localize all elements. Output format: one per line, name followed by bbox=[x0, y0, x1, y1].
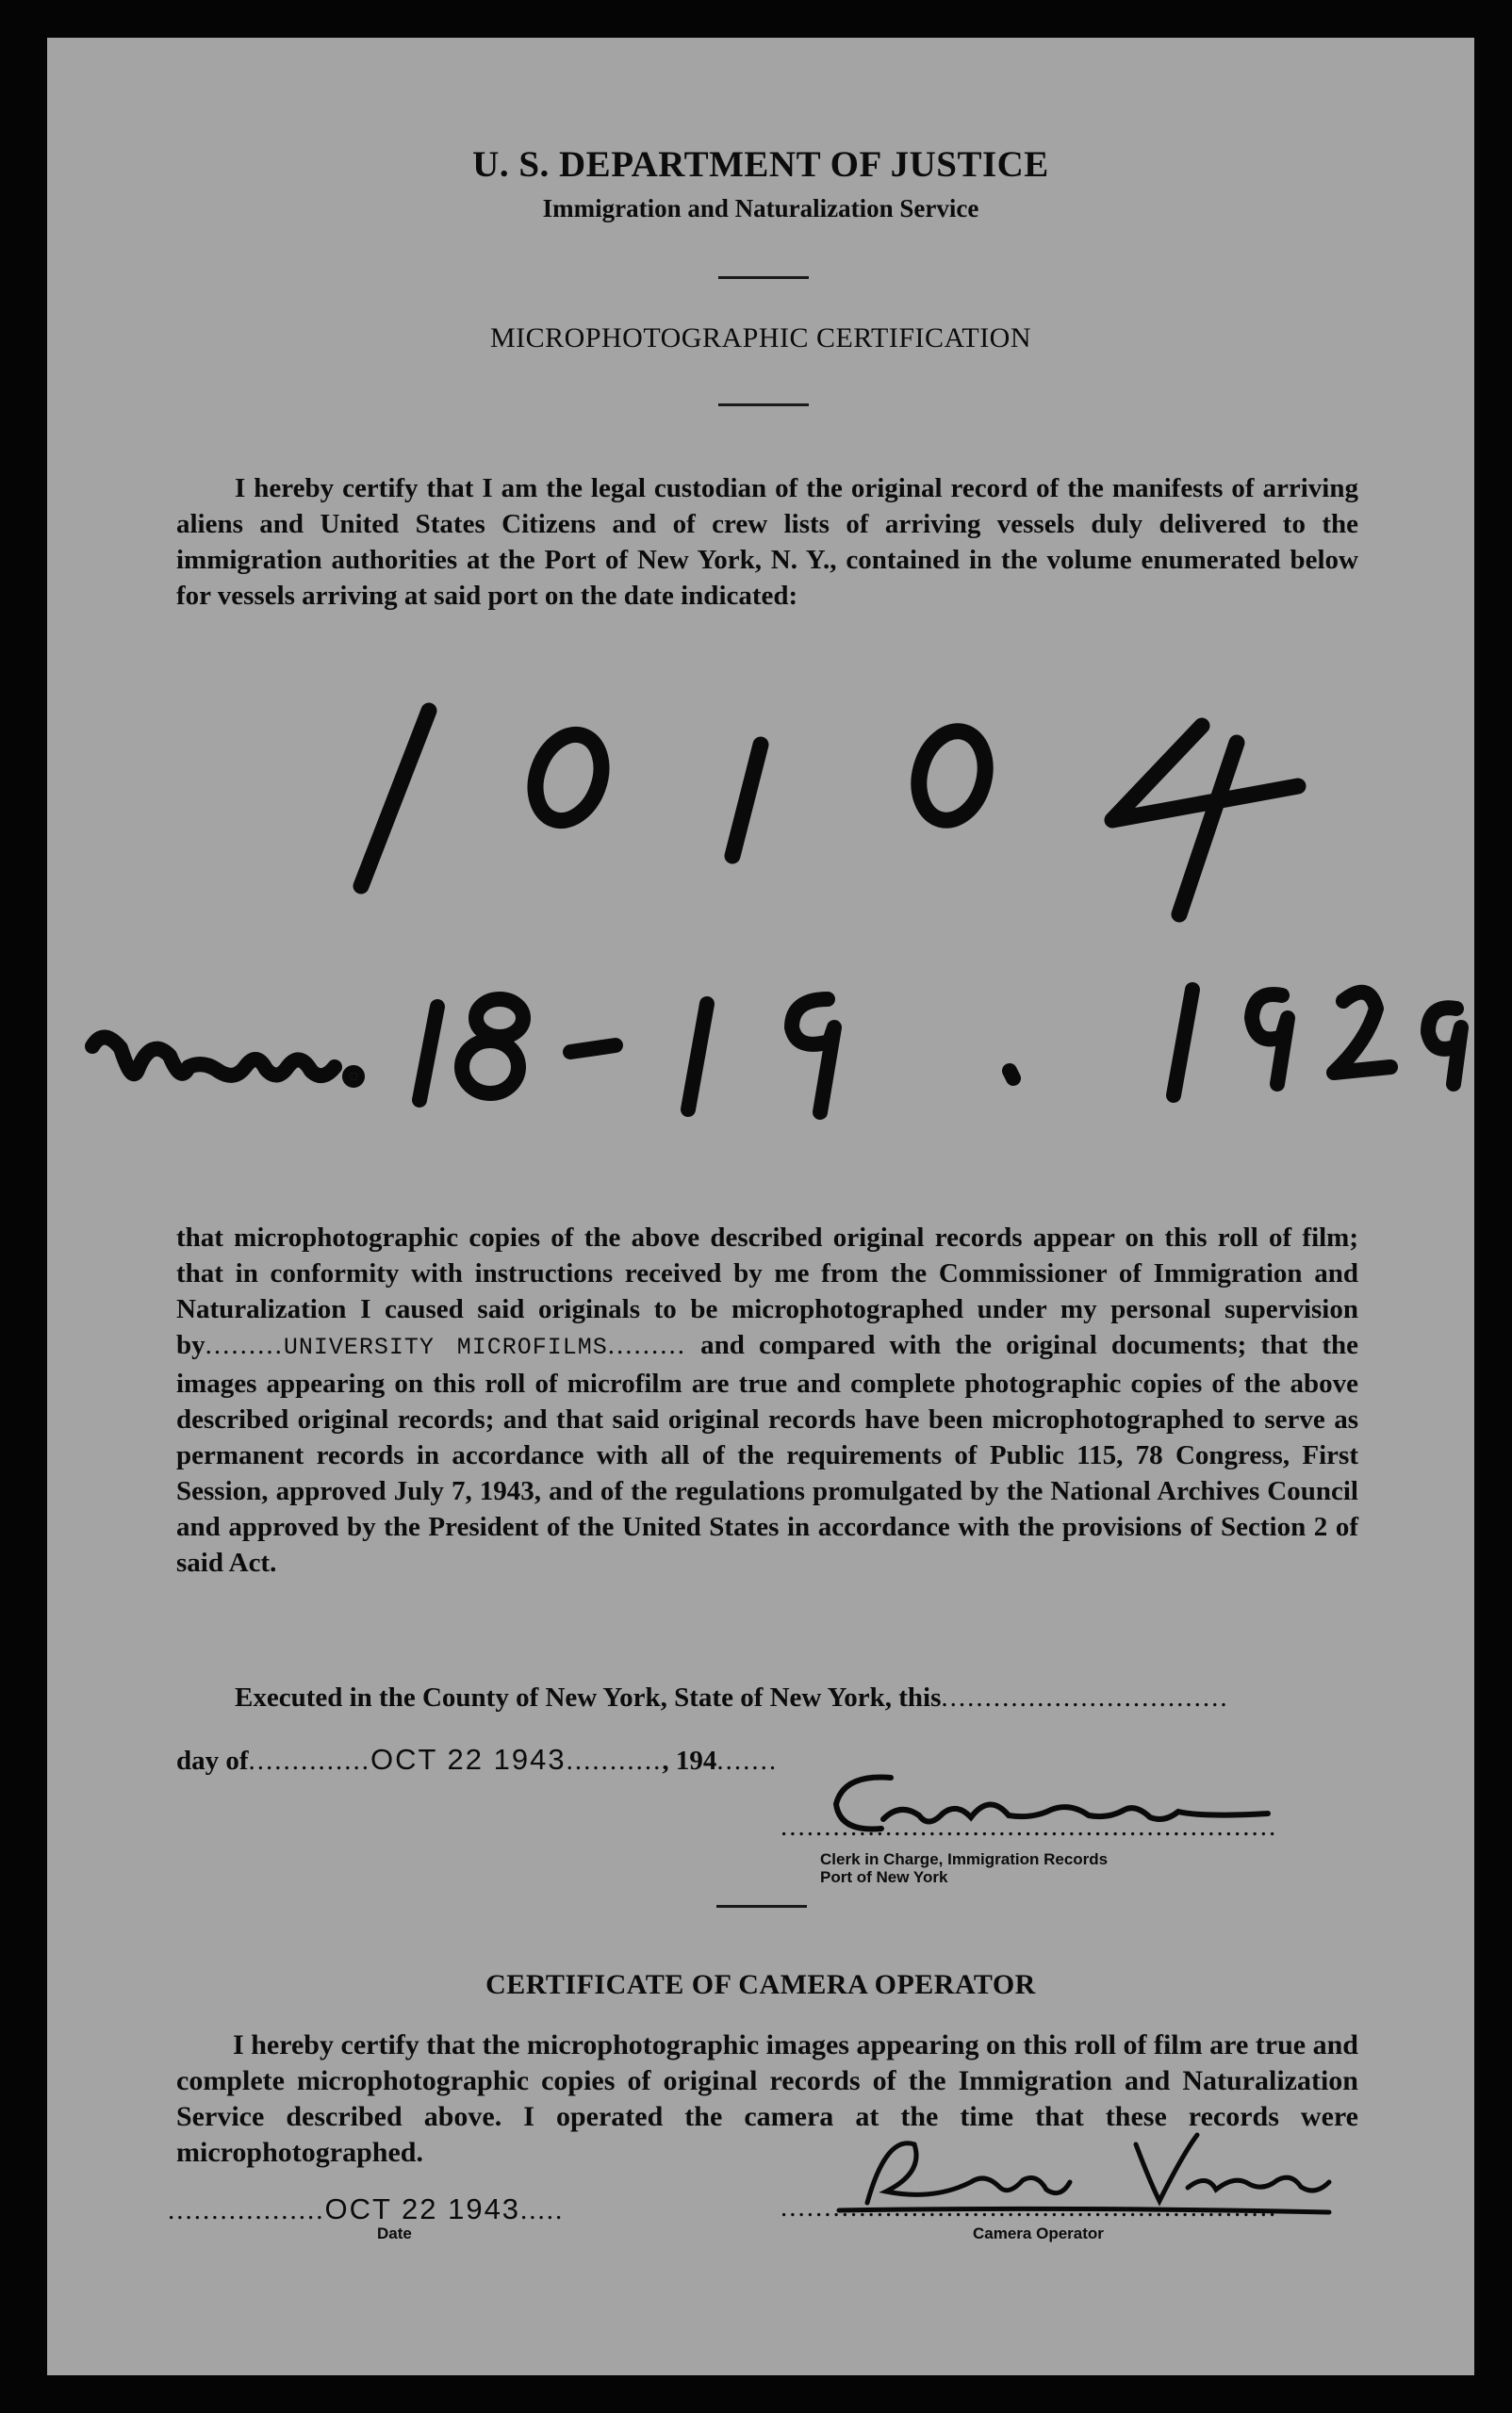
execution-date-stamp: OCT 22 1943 bbox=[370, 1743, 567, 1776]
clerk-office: Port of New York bbox=[820, 1868, 948, 1886]
records-paragraph-end: and compared with the original documents; that the images appearing on this roll of microfilm are true and complete photographic copies of the above described original records; and that said original records have been microphotographed to serve as permanent records in accordance with all of the requirements of Public 115, 78 Congress, First Session, approved July 7, 1943, and of the regulations promulgated by the National Archives Council and approved by the President of the United States in accordance with the provisions of Section 2 of said Act. bbox=[176, 1330, 1358, 1578]
handwritten-dates bbox=[92, 990, 1461, 1112]
day-of-line: day of..............OCT 22 1943..........., 194....... bbox=[176, 1743, 779, 1776]
clerk-title: Clerk in Charge, Immigration Records bbox=[820, 1850, 1109, 1868]
camera-date-line: ..................OCT 22 1943..... bbox=[168, 2192, 565, 2225]
camera-date-stamp: OCT 22 1943 bbox=[324, 2192, 521, 2225]
executed-line: Executed in the County of New York, State of New York, this................................. bbox=[235, 1683, 1229, 1713]
handwriting-layer bbox=[47, 38, 1474, 2375]
service-subheading: Immigration and Naturalization Service bbox=[542, 194, 979, 222]
day-of-label: day of bbox=[176, 1746, 249, 1776]
camera-operator-heading: CERTIFICATE OF CAMERA OPERATOR bbox=[485, 1969, 1036, 2000]
records-paragraph-start: that microphotographic copies of the above described original records appear on this roll of film; that in conformity with instructions received by me from the Commissioner of Immigration and Naturalization I caused said originals to be microphotographed under my personal supervision by bbox=[176, 1223, 1358, 1360]
date-label: Date bbox=[377, 2224, 412, 2242]
camera-operator-paragraph: I hereby certify that the microphotographic images appearing on this roll of film are true and complete microphotographic copies of original records of the Immigration and Naturalization Service described above. I operated the camera at the time that these records were microphotographed. bbox=[176, 2029, 1358, 2168]
custodian-paragraph: I hereby certify that I am the legal custodian of the original record of the manifests of arriving aliens and United States Citizens and of crew lists of arriving vessels duly delivered to the immigration authorities at the Port of New York, N. Y., contained in the volume enumerated below for vessels arriving at said port on the date indicated: bbox=[176, 473, 1358, 611]
microfilm-company-typed: UNIVERSITY MICROFILMS bbox=[283, 1334, 608, 1361]
certification-title: MICROPHOTOGRAPHIC CERTIFICATION bbox=[489, 322, 1032, 353]
operator-signature-line: ......................................................... bbox=[781, 2192, 1278, 2223]
handwritten-volume-number bbox=[361, 711, 1298, 914]
certificate-page bbox=[47, 38, 1474, 2375]
year-prefix: , 194 bbox=[662, 1746, 717, 1776]
divider bbox=[716, 1905, 807, 1908]
department-heading: U. S. DEPARTMENT OF JUSTICE bbox=[472, 144, 1049, 185]
records-paragraph: that microphotographic copies of the above described original records appear on this roll of film; that in conformity with instructions received by me from the Commissioner of Immigration and Naturalization I caused said originals to be microphotographed under my personal supervision by.........UNIVERSITY MICROFILMS......... and compared with the original documents; that the images appearing on this roll of microfilm are true and complete photographic copies of the above described original records; and that said original records have been microphotographed to serve as permanent records in accordance with all of the requirements of Public 115, 78 Congress, First Session, approved July 7, 1943, and of the regulations promulgated by the National Archives Council and approved by the President of the United States in accordance with the provisions of Section 2 of said Act. bbox=[176, 1223, 1358, 1578]
signature-line: ......................................................... bbox=[781, 1812, 1278, 1842]
camera-operator-label: Camera Operator bbox=[973, 2224, 1104, 2242]
